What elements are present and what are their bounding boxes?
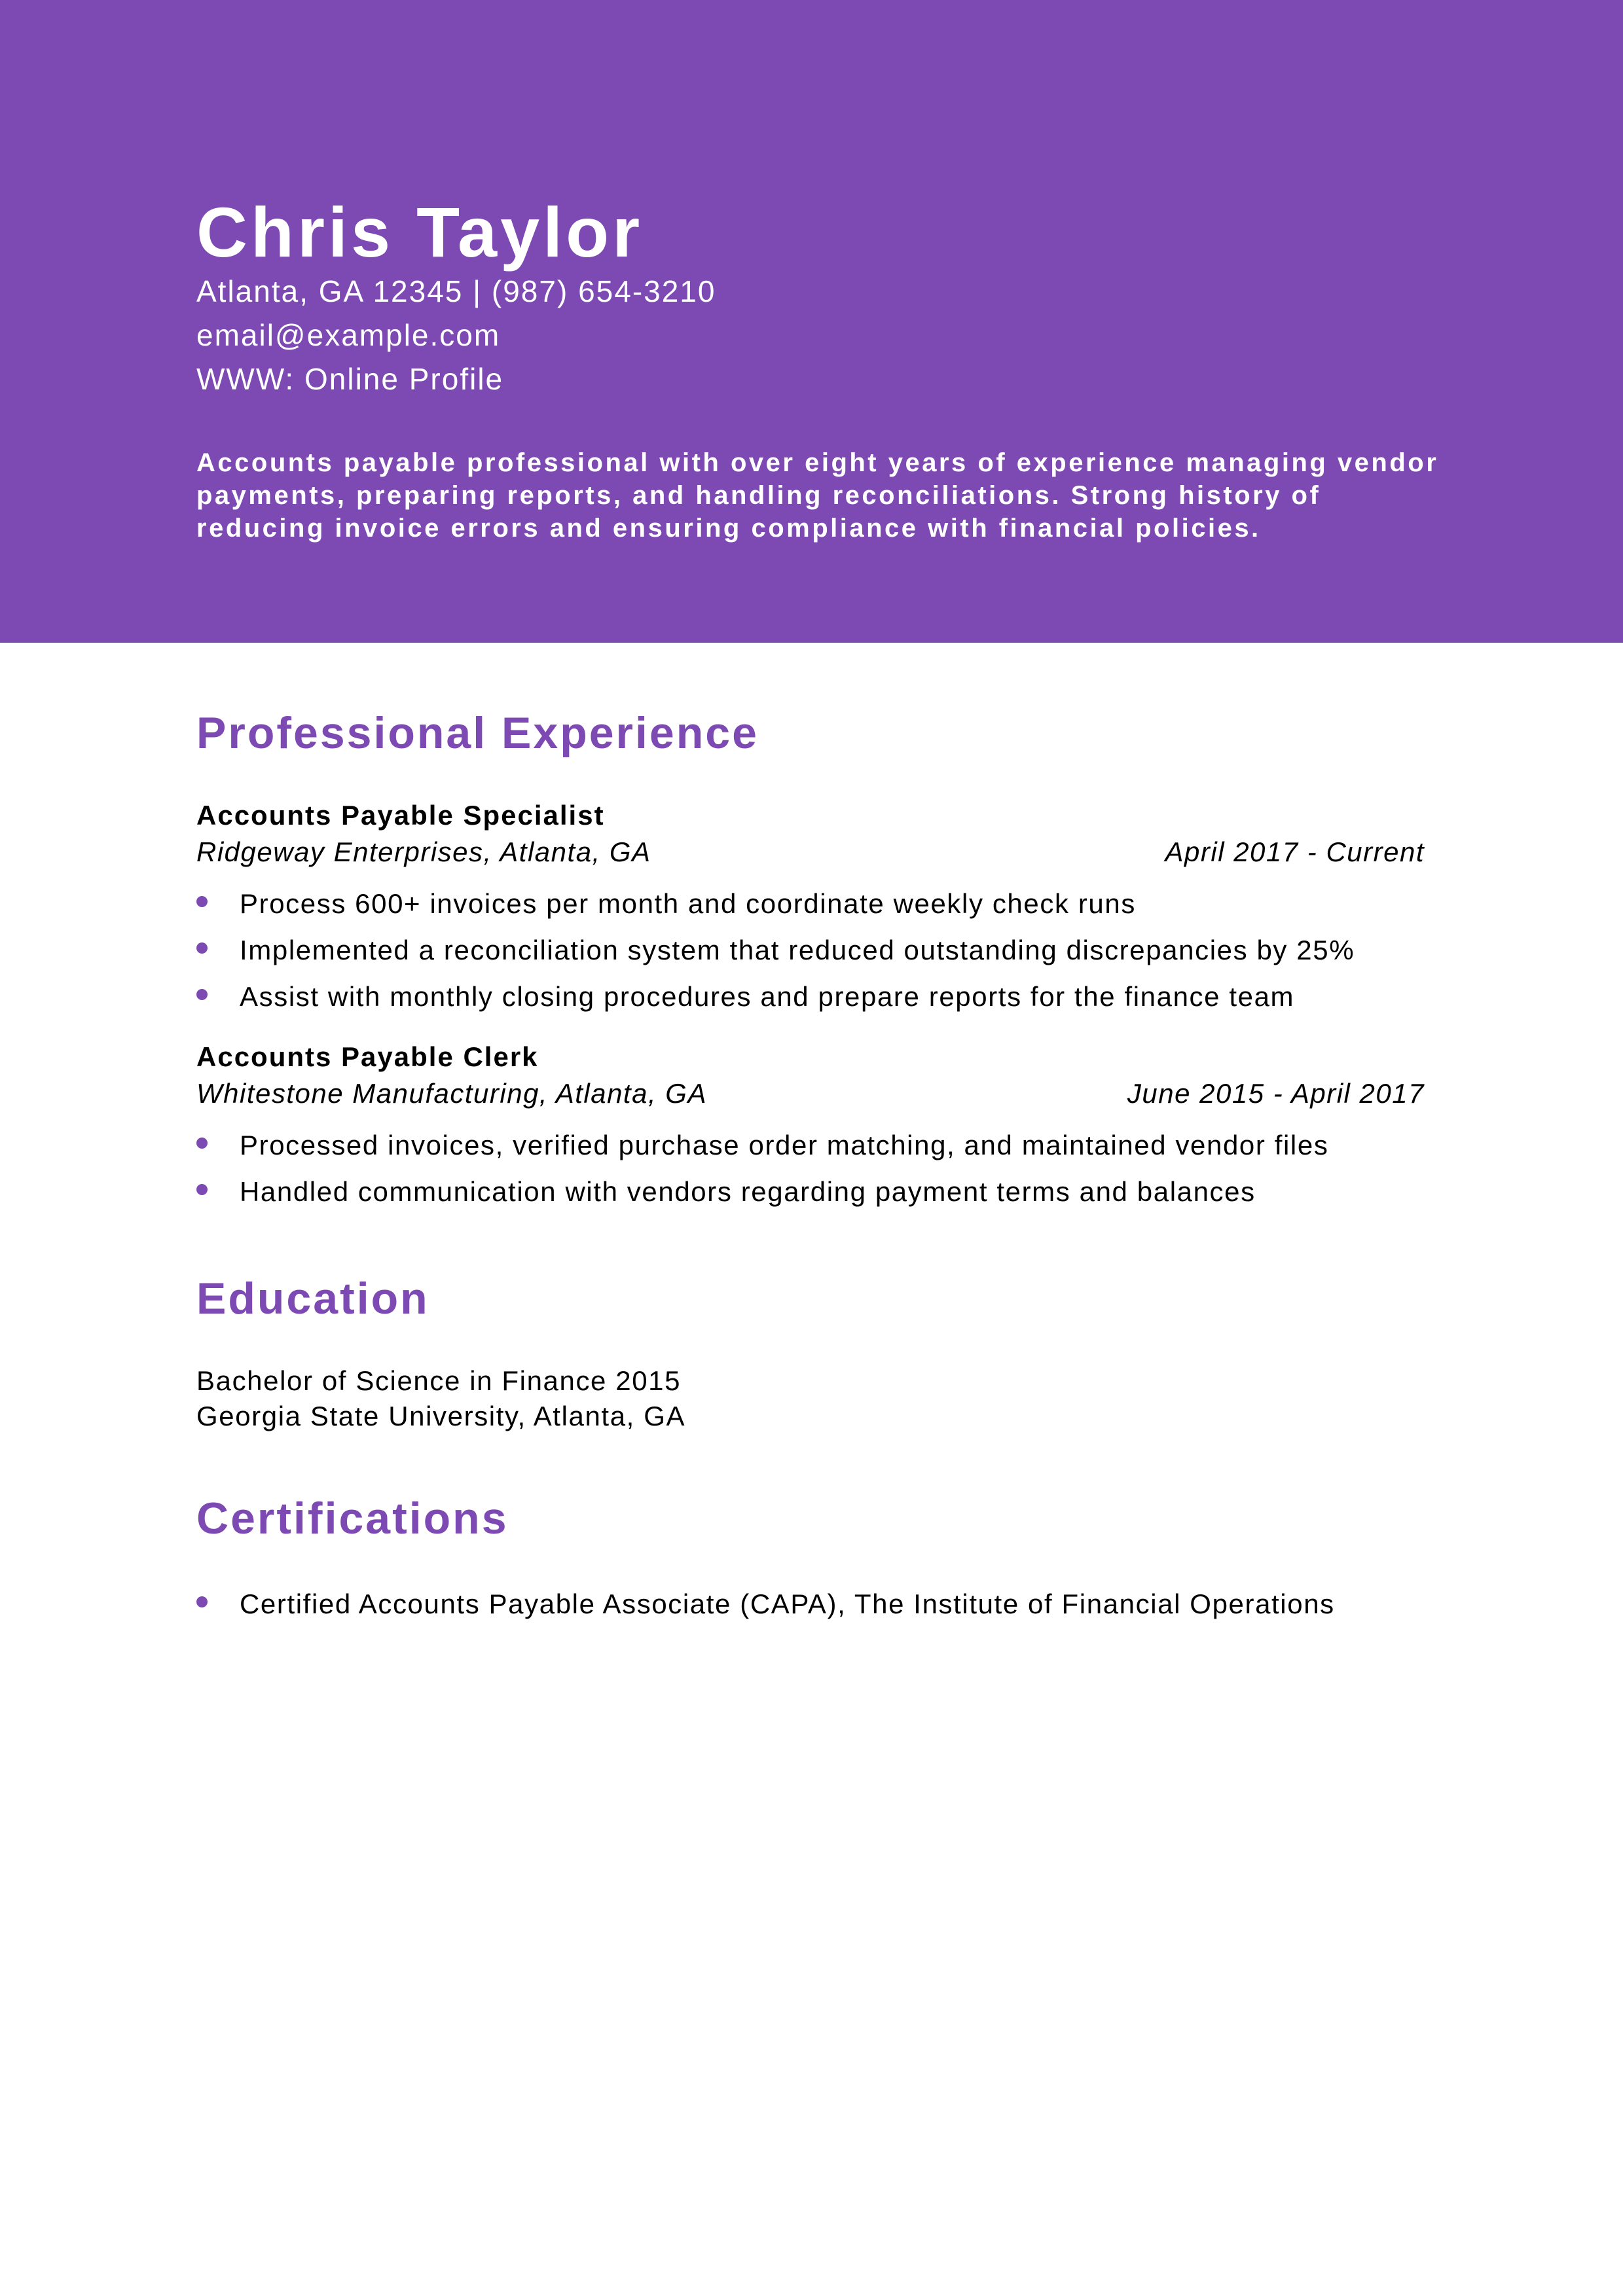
job-company: Whitestone Manufacturing, Atlanta, GA — [196, 1078, 707, 1109]
job-dates: April 2017 - Current — [1165, 836, 1425, 867]
section-title-experience: Professional Experience — [196, 708, 759, 758]
certification-list — [196, 1587, 1335, 1634]
job-dates: June 2015 - April 2017 — [1127, 1078, 1425, 1109]
header-banner — [0, 0, 1623, 643]
bullet-dot-icon — [196, 989, 208, 1000]
bullet-dot-icon — [196, 1184, 208, 1195]
job-title: Accounts Payable Specialist — [196, 800, 605, 831]
contact-website[interactable]: WWW: Online Profile — [196, 362, 504, 396]
job-company-row — [196, 835, 1425, 869]
bullet-dot-icon — [196, 1138, 208, 1149]
list-item: Process 600+ invoices per month and coordinate weekly check runs — [196, 887, 1355, 933]
list-item: Assist with monthly closing procedures and prepare reports for the finance team — [196, 980, 1355, 1026]
list-item: Certified Accounts Payable Associate (CAPA), The Institute of Financial Operations — [196, 1587, 1335, 1634]
education-degree: Bachelor of Science in Finance 2015 — [196, 1365, 682, 1396]
bullet-dot-icon — [196, 896, 208, 907]
list-item: Processed invoices, verified purchase order matching, and maintained vendor files — [196, 1128, 1328, 1175]
job-company: Ridgeway Enterprises, Atlanta, GA — [196, 836, 651, 867]
bullet-dot-icon — [196, 942, 208, 954]
section-title-certifications: Certifications — [196, 1494, 509, 1543]
job-bullet-list — [196, 887, 1355, 1026]
professional-summary: Accounts payable professional with over eight years of experience managing vendor payments, preparing reports, and handling reconciliations. Strong history of reducing invoice errors and ensuring compliance with financial policies. — [196, 448, 1439, 543]
job-bullet-list — [196, 1128, 1328, 1221]
contact-email[interactable]: email@example.com — [196, 318, 501, 352]
education-school: Georgia State University, Atlanta, GA — [196, 1401, 686, 1431]
job-title: Accounts Payable Clerk — [196, 1041, 539, 1072]
contact-location-phone: Atlanta, GA 12345 | (987) 654-3210 — [196, 274, 716, 308]
bullet-dot-icon — [196, 1596, 208, 1607]
list-item: Handled communication with vendors regarding payment terms and balances — [196, 1175, 1328, 1221]
list-item: Implemented a reconciliation system that reduced outstanding discrepancies by 25% — [196, 933, 1355, 980]
candidate-name: Chris Taylor — [196, 192, 644, 272]
section-title-education: Education — [196, 1274, 429, 1323]
job-company-row — [196, 1077, 1425, 1111]
